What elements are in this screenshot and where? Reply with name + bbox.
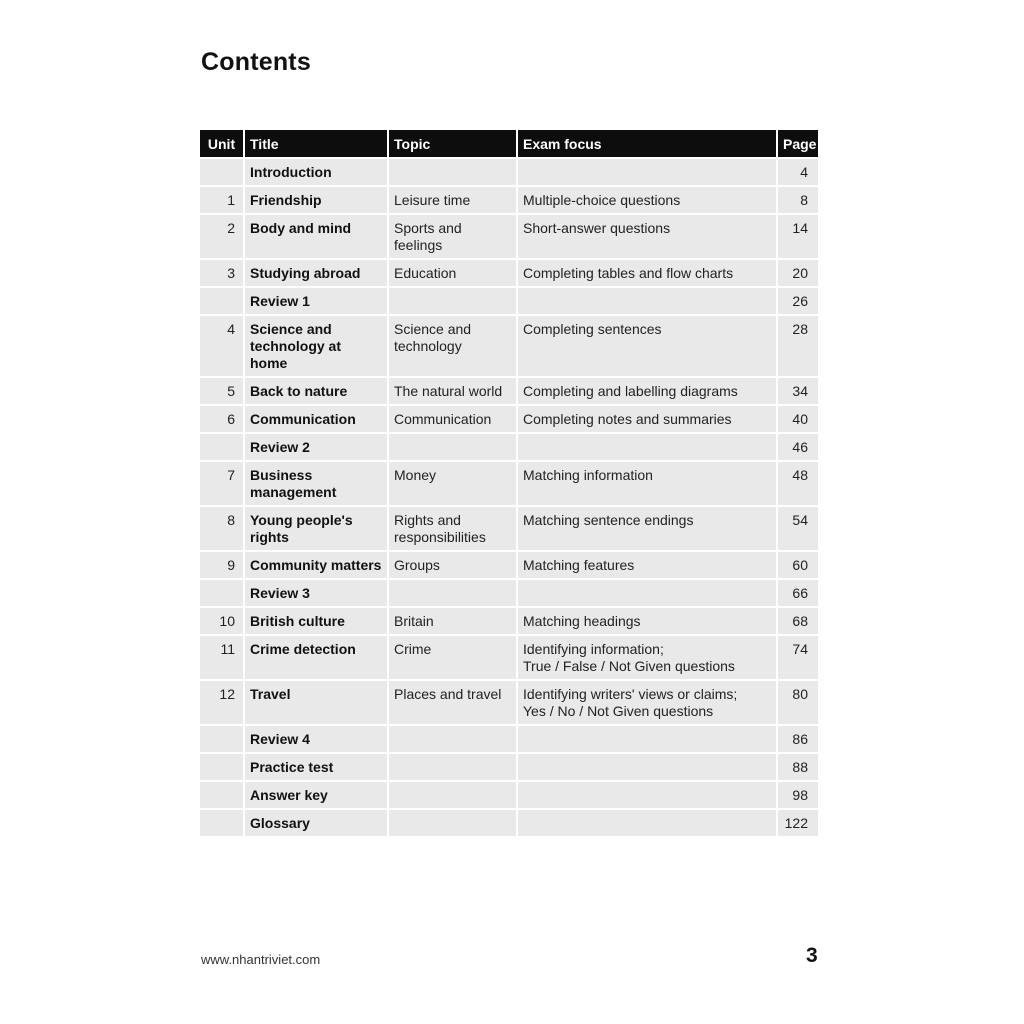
page-cell: 8 bbox=[776, 185, 818, 213]
topic-cell bbox=[387, 752, 516, 780]
exam-focus-cell bbox=[516, 578, 776, 606]
exam-focus-cell: Completing and labelling diagrams bbox=[516, 376, 776, 404]
unit-cell: 6 bbox=[200, 404, 243, 432]
unit-cell bbox=[200, 286, 243, 314]
title-cell: Business management bbox=[243, 460, 387, 505]
unit-cell: 9 bbox=[200, 550, 243, 578]
page-cell: 80 bbox=[776, 679, 818, 724]
exam-focus-cell bbox=[516, 752, 776, 780]
header-topic: Topic bbox=[387, 130, 516, 157]
title-cell: Review 3 bbox=[243, 578, 387, 606]
header-row bbox=[200, 130, 818, 157]
title-cell: British culture bbox=[243, 606, 387, 634]
page-cell: 4 bbox=[776, 157, 818, 185]
header-unit: Unit bbox=[200, 130, 243, 157]
title-cell: Practice test bbox=[243, 752, 387, 780]
exam-focus-cell: Multiple-choice questions bbox=[516, 185, 776, 213]
exam-focus-cell: Identifying information; True / False / Not Given questions bbox=[516, 634, 776, 679]
topic-cell: Rights and responsibilities bbox=[387, 505, 516, 550]
unit-cell: 7 bbox=[200, 460, 243, 505]
page-cell: 98 bbox=[776, 780, 818, 808]
topic-cell: Communication bbox=[387, 404, 516, 432]
topic-cell: Money bbox=[387, 460, 516, 505]
topic-cell bbox=[387, 432, 516, 460]
page-cell: 34 bbox=[776, 376, 818, 404]
table-row bbox=[200, 808, 818, 836]
page-cell: 88 bbox=[776, 752, 818, 780]
page-cell: 48 bbox=[776, 460, 818, 505]
header-page: Page bbox=[776, 130, 818, 157]
title-cell: Crime detection bbox=[243, 634, 387, 679]
table-row bbox=[200, 376, 818, 404]
page-cell: 26 bbox=[776, 286, 818, 314]
title-cell: Body and mind bbox=[243, 213, 387, 258]
topic-cell: Sports and feelings bbox=[387, 213, 516, 258]
table-row bbox=[200, 724, 818, 752]
exam-focus-cell: Matching information bbox=[516, 460, 776, 505]
exam-focus-cell bbox=[516, 780, 776, 808]
table-row bbox=[200, 752, 818, 780]
table-row bbox=[200, 780, 818, 808]
table-row bbox=[200, 286, 818, 314]
unit-cell: 10 bbox=[200, 606, 243, 634]
contents-table bbox=[200, 130, 818, 836]
page-cell: 14 bbox=[776, 213, 818, 258]
exam-focus-cell: Completing tables and flow charts bbox=[516, 258, 776, 286]
topic-cell: Science and technology bbox=[387, 314, 516, 376]
exam-focus-cell: Matching features bbox=[516, 550, 776, 578]
title-cell: Review 1 bbox=[243, 286, 387, 314]
topic-cell: Leisure time bbox=[387, 185, 516, 213]
exam-focus-cell: Completing sentences bbox=[516, 314, 776, 376]
page-cell: 74 bbox=[776, 634, 818, 679]
table-row bbox=[200, 432, 818, 460]
exam-focus-cell bbox=[516, 286, 776, 314]
unit-cell: 1 bbox=[200, 185, 243, 213]
page-cell: 66 bbox=[776, 578, 818, 606]
unit-cell: 3 bbox=[200, 258, 243, 286]
table-row bbox=[200, 258, 818, 286]
title-cell: Review 4 bbox=[243, 724, 387, 752]
topic-cell: Education bbox=[387, 258, 516, 286]
title-cell: Young people's rights bbox=[243, 505, 387, 550]
title-cell: Studying abroad bbox=[243, 258, 387, 286]
table-row bbox=[200, 679, 818, 724]
topic-cell: Places and travel bbox=[387, 679, 516, 724]
topic-cell: Crime bbox=[387, 634, 516, 679]
table-row bbox=[200, 606, 818, 634]
table-row bbox=[200, 550, 818, 578]
topic-cell: Groups bbox=[387, 550, 516, 578]
unit-cell bbox=[200, 157, 243, 185]
header-title: Title bbox=[243, 130, 387, 157]
unit-cell bbox=[200, 432, 243, 460]
table-header bbox=[200, 130, 818, 157]
title-cell: Answer key bbox=[243, 780, 387, 808]
table-row bbox=[200, 634, 818, 679]
title-cell: Glossary bbox=[243, 808, 387, 836]
page-cell: 54 bbox=[776, 505, 818, 550]
page-cell: 40 bbox=[776, 404, 818, 432]
unit-cell: 11 bbox=[200, 634, 243, 679]
table-row bbox=[200, 404, 818, 432]
page-cell: 68 bbox=[776, 606, 818, 634]
exam-focus-cell bbox=[516, 724, 776, 752]
topic-cell bbox=[387, 286, 516, 314]
page-number: 3 bbox=[806, 944, 818, 967]
footer-url: www.nhantriviet.com bbox=[201, 952, 321, 967]
page-cell: 28 bbox=[776, 314, 818, 376]
table-body bbox=[200, 157, 818, 836]
header-exam-focus: Exam focus bbox=[516, 130, 776, 157]
topic-cell bbox=[387, 808, 516, 836]
exam-focus-cell: Matching sentence endings bbox=[516, 505, 776, 550]
title-cell: Friendship bbox=[243, 185, 387, 213]
unit-cell bbox=[200, 780, 243, 808]
unit-cell bbox=[200, 578, 243, 606]
page-cell: 60 bbox=[776, 550, 818, 578]
topic-cell: Britain bbox=[387, 606, 516, 634]
title-cell: Introduction bbox=[243, 157, 387, 185]
topic-cell bbox=[387, 724, 516, 752]
title-cell: Communication bbox=[243, 404, 387, 432]
topic-cell bbox=[387, 578, 516, 606]
table-row bbox=[200, 578, 818, 606]
unit-cell bbox=[200, 808, 243, 836]
title-cell: Back to nature bbox=[243, 376, 387, 404]
unit-cell: 8 bbox=[200, 505, 243, 550]
unit-cell: 2 bbox=[200, 213, 243, 258]
unit-cell bbox=[200, 724, 243, 752]
exam-focus-cell: Identifying writers' views or claims; Yes / No / Not Given questions bbox=[516, 679, 776, 724]
exam-focus-cell bbox=[516, 157, 776, 185]
table-row bbox=[200, 460, 818, 505]
title-cell: Community matters bbox=[243, 550, 387, 578]
table-row bbox=[200, 185, 818, 213]
page-cell: 122 bbox=[776, 808, 818, 836]
title-cell: Review 2 bbox=[243, 432, 387, 460]
title-cell: Science and technology at home bbox=[243, 314, 387, 376]
exam-focus-cell bbox=[516, 808, 776, 836]
table-row bbox=[200, 505, 818, 550]
table-row bbox=[200, 213, 818, 258]
exam-focus-cell: Short-answer questions bbox=[516, 213, 776, 258]
table-row bbox=[200, 157, 818, 185]
exam-focus-cell: Matching headings bbox=[516, 606, 776, 634]
page-cell: 20 bbox=[776, 258, 818, 286]
topic-cell bbox=[387, 780, 516, 808]
exam-focus-cell: Completing notes and summaries bbox=[516, 404, 776, 432]
page-cell: 46 bbox=[776, 432, 818, 460]
topic-cell bbox=[387, 157, 516, 185]
exam-focus-cell bbox=[516, 432, 776, 460]
table-row bbox=[200, 314, 818, 376]
unit-cell: 12 bbox=[200, 679, 243, 724]
title-cell: Travel bbox=[243, 679, 387, 724]
unit-cell bbox=[200, 752, 243, 780]
page-title: Contents bbox=[201, 48, 311, 76]
unit-cell: 5 bbox=[200, 376, 243, 404]
page-cell: 86 bbox=[776, 724, 818, 752]
topic-cell: The natural world bbox=[387, 376, 516, 404]
unit-cell: 4 bbox=[200, 314, 243, 376]
